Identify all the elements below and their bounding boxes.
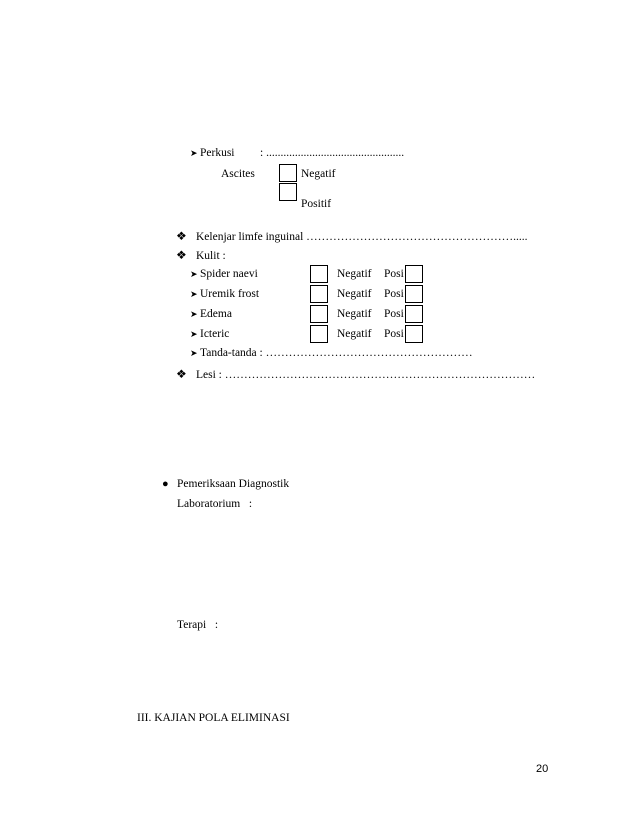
page-number: 20	[536, 763, 549, 775]
kelenjar-line	[176, 229, 528, 244]
kelenjar-label: Kelenjar limfe inguinal ……………………………………………….....	[196, 231, 528, 243]
kulit-row	[190, 328, 229, 340]
negatif-label: Negatif	[337, 308, 372, 320]
kulit-row-name: Edema	[200, 308, 232, 320]
arrow-bullet-icon: ➤	[190, 309, 198, 319]
kulit-row-name: Uremik frost	[200, 288, 260, 300]
perkusi-line	[190, 147, 235, 159]
ascites-negatif-label: Negatif	[301, 168, 336, 180]
kulit-row	[190, 288, 259, 300]
negatif-label: Negatif	[337, 268, 372, 280]
section-title: III. KAJIAN POLA ELIMINASI	[137, 712, 290, 724]
kulit-line	[176, 248, 226, 263]
icteric-positif-checkbox[interactable]	[405, 325, 423, 343]
positif-label: Posi	[384, 288, 404, 300]
diagnostik-heading	[162, 478, 289, 490]
negatif-label: Negatif	[337, 288, 372, 300]
uremik-frost-positif-checkbox[interactable]	[405, 285, 423, 303]
terapi-label: Terapi :	[177, 619, 219, 631]
edema-positif-checkbox[interactable]	[405, 305, 423, 323]
arrow-bullet-icon: ➤	[190, 289, 198, 299]
negatif-label: Negatif	[337, 328, 372, 340]
kulit-row-name: Spider naevi	[200, 268, 258, 280]
tanda-line	[190, 347, 473, 359]
dot-bullet-icon: ●	[162, 478, 169, 490]
spider-naevi-negatif-checkbox[interactable]	[310, 265, 328, 283]
positif-label: Posi	[384, 268, 404, 280]
uremik-frost-negatif-checkbox[interactable]	[310, 285, 328, 303]
arrow-bullet-icon: ➤	[190, 148, 198, 158]
diamond-bullet-icon: ❖	[176, 367, 187, 381]
ascites-positif-checkbox[interactable]	[279, 183, 297, 201]
lesi-line	[176, 367, 535, 382]
kulit-row-name: Icteric	[200, 328, 230, 340]
spider-naevi-positif-checkbox[interactable]	[405, 265, 423, 283]
kulit-label: Kulit :	[196, 250, 226, 262]
perkusi-label: Perkusi	[200, 147, 235, 159]
kulit-row	[190, 268, 258, 280]
arrow-bullet-icon: ➤	[190, 329, 198, 339]
arrow-bullet-icon: ➤	[190, 348, 198, 358]
tanda-label: Tanda-tanda : ………………………………………………	[200, 347, 473, 359]
laboratorium-label: Laboratorium :	[177, 498, 253, 510]
perkusi-dots: : ................................................	[260, 147, 405, 159]
kulit-row	[190, 308, 232, 320]
diamond-bullet-icon: ❖	[176, 248, 187, 262]
ascites-negatif-checkbox[interactable]	[279, 164, 297, 182]
diamond-bullet-icon: ❖	[176, 229, 187, 243]
lesi-label: Lesi : ………………………………………………………………………	[196, 369, 536, 381]
edema-negatif-checkbox[interactable]	[310, 305, 328, 323]
icteric-negatif-checkbox[interactable]	[310, 325, 328, 343]
positif-label: Posi	[384, 308, 404, 320]
diagnostik-title: Pemeriksaan Diagnostik	[177, 478, 290, 490]
arrow-bullet-icon: ➤	[190, 269, 198, 279]
positif-label: Posi	[384, 328, 404, 340]
ascites-positif-label: Positif	[301, 198, 332, 210]
ascites-label: Ascites	[221, 168, 255, 180]
